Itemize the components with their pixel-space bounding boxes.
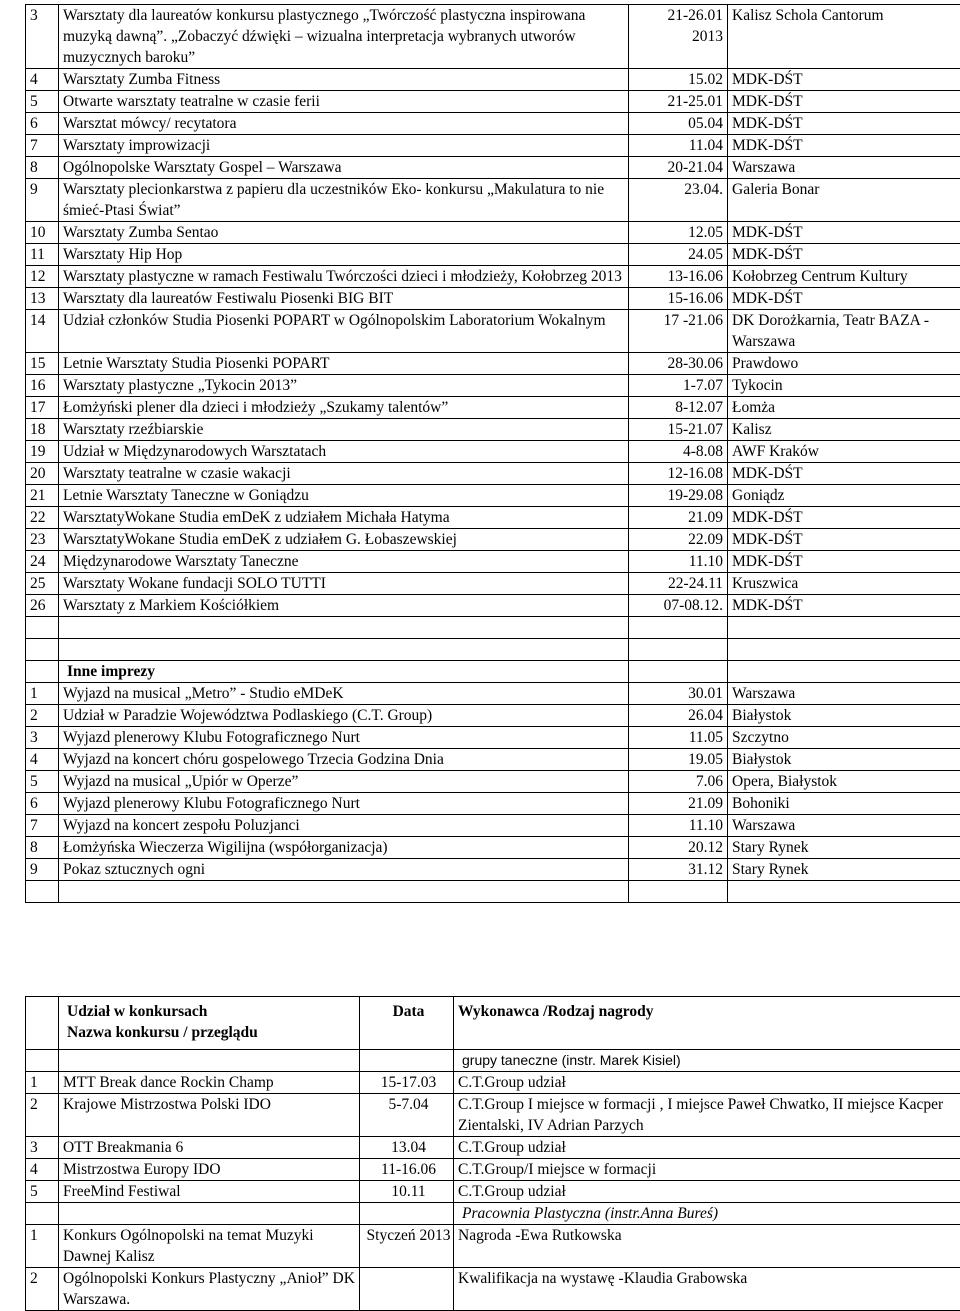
event-date: 12.05 <box>629 222 728 244</box>
other-event-row <box>26 837 960 859</box>
other-event-row <box>26 859 960 881</box>
event-name: Łomżyński plener dla dzieci i młodzieży „Szukamy talentów” <box>59 397 629 419</box>
contest-header-title: Udział w konkursach <box>67 1001 359 1022</box>
event-date: 4-8.08 <box>629 441 728 463</box>
workshop-row <box>26 419 960 441</box>
event-name: Warsztaty dla laureatów konkursu plastycznego „Twórczość plastyczna inspirowana muzyką dawną”. „Zobaczyć dźwięki – wizualna interpretacja wybranych utworów muzycznych baroku” <box>59 5 629 69</box>
event-name: Ogólnopolske Warsztaty Gospel – Warszawa <box>59 157 629 179</box>
event-place: DK Dorożkarnia, Teatr BAZA - Warszawa <box>728 310 960 353</box>
empty-cell <box>26 617 59 639</box>
workshop-row <box>26 375 960 397</box>
event-date: 8-12.07 <box>629 397 728 419</box>
row-number: 14 <box>26 310 59 353</box>
empty-cell <box>728 661 960 683</box>
workshop-row <box>26 91 960 113</box>
row-number: 19 <box>26 441 59 463</box>
contest-date: 11-16.06 <box>360 1159 454 1181</box>
empty-cell <box>26 881 59 903</box>
event-place: Opera, Białystok <box>728 771 960 793</box>
event-date: 19.05 <box>629 749 728 771</box>
empty-cell <box>629 617 728 639</box>
event-place: Szczytno <box>728 727 960 749</box>
event-name: Warsztaty Zumba Sentao <box>59 222 629 244</box>
event-place: MDK-DŚT <box>728 463 960 485</box>
row-number: 26 <box>26 595 59 617</box>
event-name: Udział w Międzynarodowych Warsztatach <box>59 441 629 463</box>
row-number: 1 <box>26 683 59 705</box>
event-place: Galeria Bonar <box>728 179 960 222</box>
event-name: Międzynarodowe Warsztaty Taneczne <box>59 551 629 573</box>
row-number: 8 <box>26 837 59 859</box>
other-events-heading: Inne imprezy <box>59 661 629 683</box>
event-name: Łomżyńska Wieczerza Wigilijna (współorganizacja) <box>59 837 629 859</box>
event-date: 17 -21.06 <box>629 310 728 353</box>
event-place: Stary Rynek <box>728 837 960 859</box>
empty-cell <box>629 881 728 903</box>
event-name: Wyjazd na musical „Metro” - Studio eMDeK <box>59 683 629 705</box>
workshop-row <box>26 310 960 353</box>
event-name: Udział członków Studia Piosenki POPART w Ogólnopolskim Laboratorium Wokalnym <box>59 310 629 353</box>
event-name: Wyjazd na koncert zespołu Poluzjanci <box>59 815 629 837</box>
row-number: 22 <box>26 507 59 529</box>
event-place: AWF Kraków <box>728 441 960 463</box>
other-event-row <box>26 771 960 793</box>
workshop-row <box>26 353 960 375</box>
row-number: 7 <box>26 135 59 157</box>
event-date: 13-16.06 <box>629 266 728 288</box>
event-place: MDK-DŚT <box>728 113 960 135</box>
event-name: Wyjazd plenerowy Klubu Fotograficznego Nurt <box>59 793 629 815</box>
row-number: 15 <box>26 353 59 375</box>
other-event-row <box>26 705 960 727</box>
row-number: 7 <box>26 815 59 837</box>
contest-subheader-dance: grupy taneczne (instr. Marek Kisiel) <box>454 1050 960 1072</box>
workshop-row <box>26 179 960 222</box>
workshop-row <box>26 529 960 551</box>
event-date: 11.10 <box>629 815 728 837</box>
event-place: Kalisz <box>728 419 960 441</box>
workshop-row <box>26 397 960 419</box>
event-name: Udział w Paradzie Województwa Podlaskiego (C.T. Group) <box>59 705 629 727</box>
row-number: 1 <box>26 1225 59 1268</box>
event-date: 21.09 <box>629 793 728 815</box>
event-date: 11.05 <box>629 727 728 749</box>
contest-header-name: Nazwa konkursu / przeglądu <box>67 1022 359 1043</box>
row-number: 23 <box>26 529 59 551</box>
workshop-row <box>26 69 960 91</box>
row-number: 17 <box>26 397 59 419</box>
contest-name: Krajowe Mistrzostwa Polski IDO <box>59 1094 360 1137</box>
event-name: Warsztaty teatralne w czasie wakacji <box>59 463 629 485</box>
event-date: 23.04. <box>629 179 728 222</box>
contest-header-result: Wykonawca /Rodzaj nagrody <box>454 997 960 1050</box>
workshop-row <box>26 266 960 288</box>
row-number: 10 <box>26 222 59 244</box>
event-date: 15.02 <box>629 69 728 91</box>
event-name: WarsztatyWokane Studia emDeK z udziałem G. Łobaszewskiej <box>59 529 629 551</box>
event-name: Warsztaty plecionkarstwa z papieru dla uczestników Eko- konkursu „Makulatura to nie śmieć-Ptasi Świat” <box>59 179 629 222</box>
event-date: 21-25.01 <box>629 91 728 113</box>
event-place: MDK-DŚT <box>728 91 960 113</box>
event-date: 22-24.11 <box>629 573 728 595</box>
event-place: Kołobrzeg Centrum Kultury <box>728 266 960 288</box>
row-number: 9 <box>26 179 59 222</box>
row-number: 6 <box>26 113 59 135</box>
event-name: WarsztatyWokane Studia emDeK z udziałem Michała Hatyma <box>59 507 629 529</box>
event-place: MDK-DŚT <box>728 595 960 617</box>
event-name: Wyjazd na koncert chóru gospelowego Trzecia Godzina Dnia <box>59 749 629 771</box>
workshop-row <box>26 551 960 573</box>
event-name: Warsztaty dla laureatów Festiwalu Piosenki BIG BIT <box>59 288 629 310</box>
event-place: MDK-DŚT <box>728 507 960 529</box>
contest-row <box>26 1268 960 1311</box>
workshop-row <box>26 485 960 507</box>
event-place: Łomża <box>728 397 960 419</box>
contest-result: Nagroda -Ewa Rutkowska <box>454 1225 960 1268</box>
event-place: MDK-DŚT <box>728 135 960 157</box>
event-date: 28-30.06 <box>629 353 728 375</box>
other-events-heading-row <box>26 661 960 683</box>
row-number: 4 <box>26 69 59 91</box>
row-number: 12 <box>26 266 59 288</box>
row-number: 11 <box>26 244 59 266</box>
event-place: Tykocin <box>728 375 960 397</box>
other-event-row <box>26 683 960 705</box>
event-name: Warsztat mówcy/ recytatora <box>59 113 629 135</box>
event-place: Białystok <box>728 705 960 727</box>
event-date: 15-16.06 <box>629 288 728 310</box>
row-number: 6 <box>26 793 59 815</box>
row-number: 9 <box>26 859 59 881</box>
event-date: 31.12 <box>629 859 728 881</box>
row-number: 1 <box>26 1072 59 1094</box>
event-place: Stary Rynek <box>728 859 960 881</box>
workshop-row <box>26 135 960 157</box>
row-number: 5 <box>26 1181 59 1203</box>
row-number: 3 <box>26 727 59 749</box>
event-place: Warszawa <box>728 157 960 179</box>
row-number: 2 <box>26 705 59 727</box>
event-date: 05.04 <box>629 113 728 135</box>
empty-cell <box>59 617 629 639</box>
empty-cell <box>629 639 728 661</box>
event-name: Warsztaty plastyczne w ramach Festiwalu Twórczości dzieci i młodzieży, Kołobrzeg 2013 <box>59 266 629 288</box>
event-date: 15-21.07 <box>629 419 728 441</box>
workshop-row <box>26 222 960 244</box>
empty-cell <box>728 617 960 639</box>
contest-result: Kwalifikacja na wystawę -Klaudia Grabowska <box>454 1268 960 1311</box>
empty-cell <box>629 661 728 683</box>
contest-result: C.T.Group udział <box>454 1181 960 1203</box>
event-place: Kruszwica <box>728 573 960 595</box>
contest-date: 13.04 <box>360 1137 454 1159</box>
contest-result: C.T.Group I miejsce w formacji , I miejsce Paweł Chwatko, II miejsce Kacper Zientalski, IV Adrian Parzych <box>454 1094 960 1137</box>
event-date: 12-16.08 <box>629 463 728 485</box>
event-name: Otwarte warsztaty teatralne w czasie ferii <box>59 91 629 113</box>
event-place: MDK-DŚT <box>728 69 960 91</box>
blank-row <box>26 639 960 661</box>
event-date: 20-21.04 <box>629 157 728 179</box>
empty-cell <box>728 881 960 903</box>
workshop-row <box>26 5 960 69</box>
row-number: 5 <box>26 91 59 113</box>
event-place: Warszawa <box>728 815 960 837</box>
workshop-row <box>26 157 960 179</box>
contest-name: Ogólnopolski Konkurs Plastyczny „Anioł” DK Warszawa. <box>59 1268 360 1311</box>
row-number: 25 <box>26 573 59 595</box>
event-name: Warsztaty Hip Hop <box>59 244 629 266</box>
row-number: 4 <box>26 1159 59 1181</box>
event-place: MDK-DŚT <box>728 288 960 310</box>
empty-cell <box>26 661 59 683</box>
row-number: 5 <box>26 771 59 793</box>
workshop-row <box>26 573 960 595</box>
row-number: 20 <box>26 463 59 485</box>
other-event-row <box>26 815 960 837</box>
contest-date: 15-17.03 <box>360 1072 454 1094</box>
event-place: Goniądz <box>728 485 960 507</box>
event-date: 30.01 <box>629 683 728 705</box>
contest-name: Konkurs Ogólnopolski na temat Muzyki Dawnej Kalisz <box>59 1225 360 1268</box>
event-place: Białystok <box>728 749 960 771</box>
event-place: Warszawa <box>728 683 960 705</box>
event-place: MDK-DŚT <box>728 244 960 266</box>
workshops-table <box>25 4 960 903</box>
row-number: 2 <box>26 1094 59 1137</box>
contest-row <box>26 1137 960 1159</box>
row-number: 8 <box>26 157 59 179</box>
row-number: 4 <box>26 749 59 771</box>
event-date: 1-7.07 <box>629 375 728 397</box>
event-name: Wyjazd na musical „Upiór w Operze” <box>59 771 629 793</box>
contest-date: Styczeń 2013 <box>360 1225 454 1268</box>
workshop-row <box>26 441 960 463</box>
event-date: 22.09 <box>629 529 728 551</box>
row-number: 3 <box>26 1137 59 1159</box>
event-date: 07-08.12. <box>629 595 728 617</box>
contest-header-row <box>26 997 960 1050</box>
event-name: Wyjazd plenerowy Klubu Fotograficznego Nurt <box>59 727 629 749</box>
contest-date <box>360 1268 454 1311</box>
contest-row <box>26 1181 960 1203</box>
event-date: 7.06 <box>629 771 728 793</box>
contest-subheader-art: Pracownia Plastyczna (instr.Anna Bureś) <box>454 1203 960 1225</box>
event-place: MDK-DŚT <box>728 222 960 244</box>
event-name: Pokaz sztucznych ogni <box>59 859 629 881</box>
event-name: Letnie Warsztaty Studia Piosenki POPART <box>59 353 629 375</box>
event-place: Kalisz Schola Cantorum <box>728 5 960 69</box>
contest-subheader-row <box>26 1050 960 1072</box>
workshop-row <box>26 507 960 529</box>
event-name: Warsztaty plastyczne „Tykocin 2013” <box>59 375 629 397</box>
contest-row <box>26 1159 960 1181</box>
contest-row <box>26 1094 960 1137</box>
contest-name: FreeMind Festiwal <box>59 1181 360 1203</box>
event-name: Letnie Warsztaty Taneczne w Goniądzu <box>59 485 629 507</box>
contest-name: Mistrzostwa Europy IDO <box>59 1159 360 1181</box>
event-date: 20.12 <box>629 837 728 859</box>
row-number: 16 <box>26 375 59 397</box>
empty-cell <box>59 881 629 903</box>
event-place: Bohoniki <box>728 793 960 815</box>
event-name: Warsztaty Zumba Fitness <box>59 69 629 91</box>
other-event-row <box>26 749 960 771</box>
contest-result: C.T.Group udział <box>454 1072 960 1094</box>
workshop-row <box>26 288 960 310</box>
event-name: Warsztaty z Markiem Kościółkiem <box>59 595 629 617</box>
event-date: 19-29.08 <box>629 485 728 507</box>
contest-result: C.T.Group udział <box>454 1137 960 1159</box>
contest-header-date: Data <box>360 997 454 1050</box>
event-date: 26.04 <box>629 705 728 727</box>
contest-date: 10.11 <box>360 1181 454 1203</box>
event-place: Prawdowo <box>728 353 960 375</box>
row-number: 21 <box>26 485 59 507</box>
event-place: MDK-DŚT <box>728 529 960 551</box>
blank-row <box>26 617 960 639</box>
event-date: 11.04 <box>629 135 728 157</box>
event-date: 24.05 <box>629 244 728 266</box>
empty-cell <box>728 639 960 661</box>
workshop-row <box>26 463 960 485</box>
workshop-row <box>26 244 960 266</box>
row-number: 2 <box>26 1268 59 1311</box>
event-date: 21-26.01 2013 <box>629 5 728 69</box>
blank-row <box>26 881 960 903</box>
contest-date: 5-7.04 <box>360 1094 454 1137</box>
contest-row <box>26 1072 960 1094</box>
empty-cell <box>59 639 629 661</box>
contest-row <box>26 1225 960 1268</box>
contest-name: MTT Break dance Rockin Champ <box>59 1072 360 1094</box>
other-event-row <box>26 793 960 815</box>
contest-result: C.T.Group/I miejsce w formacji <box>454 1159 960 1181</box>
contest-subheader-row <box>26 1203 960 1225</box>
contest-name: OTT Breakmania 6 <box>59 1137 360 1159</box>
empty-cell <box>26 639 59 661</box>
row-number: 18 <box>26 419 59 441</box>
row-number: 3 <box>26 5 59 69</box>
workshop-row <box>26 595 960 617</box>
row-number: 13 <box>26 288 59 310</box>
other-event-row <box>26 727 960 749</box>
row-number: 24 <box>26 551 59 573</box>
workshop-row <box>26 113 960 135</box>
event-name: Warsztaty rzeźbiarskie <box>59 419 629 441</box>
event-name: Warsztaty Wokane fundacji SOLO TUTTI <box>59 573 629 595</box>
event-name: Warsztaty improwizacji <box>59 135 629 157</box>
contests-table <box>25 996 960 1311</box>
event-place: MDK-DŚT <box>728 551 960 573</box>
event-date: 11.10 <box>629 551 728 573</box>
event-date: 21.09 <box>629 507 728 529</box>
